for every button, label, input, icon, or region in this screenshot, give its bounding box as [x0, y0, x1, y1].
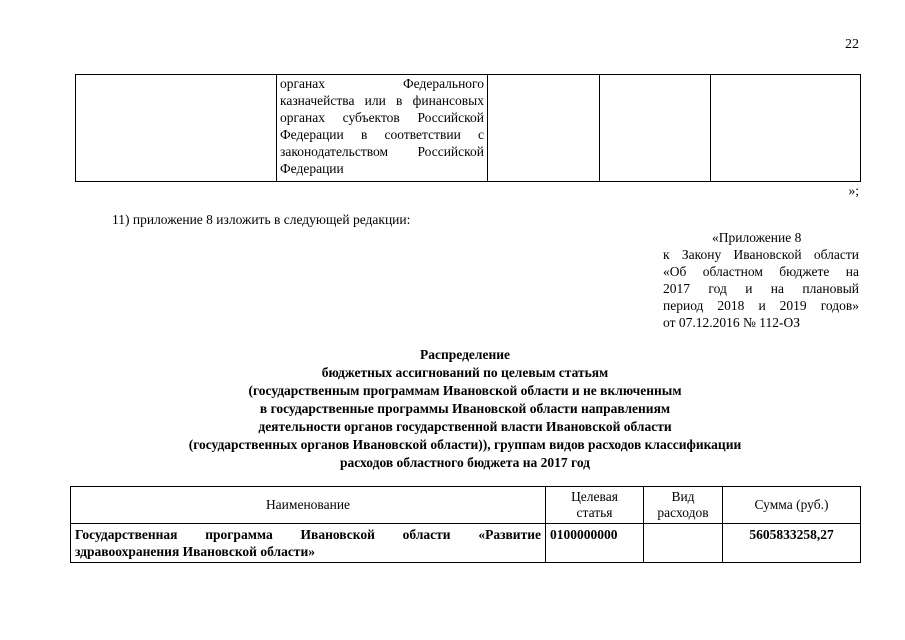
continued-table	[75, 74, 861, 182]
page-number: 22	[845, 37, 859, 52]
appendix-reference	[663, 229, 859, 331]
heading-line: (государственным программам Ивановской области и не включенным	[248, 383, 682, 398]
empty-cell	[488, 75, 600, 182]
table-header-row	[71, 487, 861, 524]
heading-line: деятельности органов государственной власти Ивановской области	[258, 419, 672, 434]
header-expense-kind	[644, 487, 723, 524]
heading-line: в государственные программы Ивановской области направлениям	[259, 401, 671, 416]
cell-line: Федерации	[280, 161, 344, 176]
heading-line: (государственных органов Ивановской области)), группам видов расходов классификации	[188, 437, 742, 452]
header-line: статья	[576, 505, 613, 520]
header-name: Наименование	[71, 487, 546, 524]
document-heading	[120, 346, 810, 472]
table-row	[71, 524, 861, 563]
row-target-article: 0100000000	[546, 524, 644, 563]
row-name: Государственная программа Ивановской области «Развитие здравоохранения Ивановской области»	[71, 524, 546, 563]
empty-cell	[711, 75, 861, 182]
row-expense-kind	[644, 524, 723, 563]
empty-cell	[76, 75, 277, 182]
appendix-line: от 07.12.2016 № 112-ОЗ	[663, 315, 800, 330]
header-target-article	[546, 487, 644, 524]
text-cell	[277, 75, 488, 182]
appendix-line: «Об областном бюджете на	[663, 264, 859, 279]
budget-table	[70, 486, 861, 563]
appendix-line: к Закону Ивановской области	[663, 247, 859, 262]
header-line: расходов	[657, 505, 709, 520]
heading-line: Распределение	[419, 347, 511, 362]
closing-quote: »;	[848, 183, 859, 198]
appendix-line: «Приложение 8	[712, 230, 802, 245]
cell-line: законодательством Российской	[280, 144, 484, 159]
cell-line: Федерации в соответствии с	[280, 127, 484, 142]
cell-line: казначейства или в финансовых	[280, 93, 484, 108]
empty-cell	[600, 75, 711, 182]
row-sum: 5605833258,27	[723, 524, 861, 563]
header-line: Вид	[671, 489, 695, 504]
cell-line: органах Федерального	[280, 76, 484, 91]
appendix-line: 2017 год и на плановый	[663, 281, 859, 296]
amendment-text: 11) приложение 8 изложить в следующей редакции:	[112, 212, 411, 227]
appendix-line: период 2018 и 2019 годов»	[663, 298, 859, 313]
heading-line: бюджетных ассигнований по целевым статьям	[321, 365, 609, 380]
cell-line: органах субъектов Российской	[280, 110, 484, 125]
header-line: Целевая	[571, 489, 618, 504]
header-sum: Сумма (руб.)	[723, 487, 861, 524]
heading-line: расходов областного бюджета на 2017 год	[339, 455, 591, 470]
